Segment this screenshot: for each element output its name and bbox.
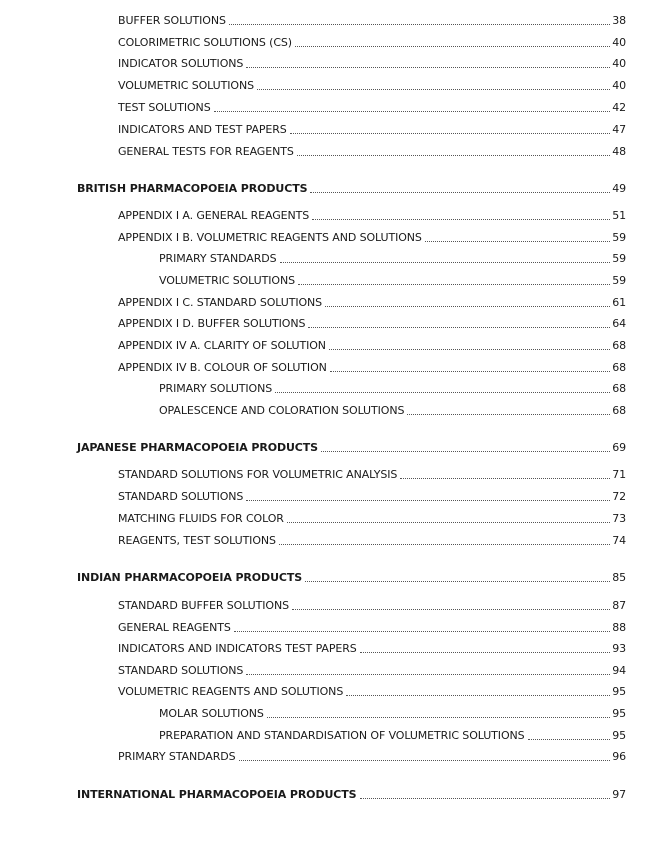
toc-page-number: 96 bbox=[612, 750, 626, 763]
toc-entry bbox=[159, 727, 626, 743]
toc-entry bbox=[118, 12, 626, 28]
dot-leader bbox=[287, 522, 610, 523]
dot-leader bbox=[229, 24, 610, 25]
toc-page-number: 59 bbox=[612, 231, 626, 244]
dot-leader bbox=[407, 414, 610, 415]
toc-entry-title: APPENDIX I C. STANDARD SOLUTIONS bbox=[118, 296, 323, 309]
toc-entry bbox=[118, 337, 626, 353]
toc-entry bbox=[118, 294, 626, 310]
dot-leader bbox=[246, 500, 610, 501]
toc-entry-title: PRIMARY STANDARDS bbox=[118, 750, 236, 763]
toc-page-number: 71 bbox=[612, 468, 626, 481]
dot-leader bbox=[246, 67, 610, 68]
toc-entry bbox=[118, 683, 626, 699]
toc-entry bbox=[118, 229, 626, 245]
dot-leader bbox=[528, 739, 611, 740]
dot-leader bbox=[267, 717, 610, 718]
toc-entry-title: GENERAL REAGENTS bbox=[118, 621, 231, 634]
toc-entry bbox=[118, 662, 626, 678]
toc-entry-title: PREPARATION AND STANDARDISATION OF VOLUMETRIC SOLUTIONS bbox=[159, 729, 525, 742]
toc-entry-title: COLORIMETRIC SOLUTIONS (CS) bbox=[118, 36, 292, 49]
toc-entry bbox=[118, 640, 626, 656]
toc-page-number: 88 bbox=[612, 621, 626, 634]
toc-entry-title: BRITISH PHARMACOPOEIA PRODUCTS bbox=[77, 182, 308, 195]
toc-entry bbox=[159, 272, 626, 288]
toc-page-number: 61 bbox=[612, 296, 626, 309]
toc-page-number: 68 bbox=[612, 361, 626, 374]
toc-entry bbox=[118, 55, 626, 71]
dot-leader bbox=[246, 674, 610, 675]
toc-entry bbox=[118, 466, 626, 482]
toc-entry bbox=[118, 619, 626, 635]
toc-entry bbox=[118, 77, 626, 93]
toc-entry-title: PRIMARY STANDARDS bbox=[159, 252, 277, 265]
toc-page-number: 49 bbox=[612, 182, 626, 195]
toc-page-number: 73 bbox=[612, 512, 626, 525]
toc-entry-title: APPENDIX I A. GENERAL REAGENTS bbox=[118, 209, 310, 222]
toc-entry-title: STANDARD SOLUTIONS FOR VOLUMETRIC ANALYSIS bbox=[118, 468, 398, 481]
dot-leader bbox=[330, 371, 610, 372]
dot-leader bbox=[308, 327, 610, 328]
toc-entry-title: INDIAN PHARMACOPOEIA PRODUCTS bbox=[77, 571, 303, 584]
toc-section-heading bbox=[77, 569, 626, 585]
toc-page-number: 47 bbox=[612, 123, 626, 136]
dot-leader bbox=[325, 306, 610, 307]
toc-page-number: 48 bbox=[612, 145, 626, 158]
toc-page-number: 40 bbox=[612, 79, 626, 92]
toc-page-number: 40 bbox=[612, 57, 626, 70]
toc-entry-title: STANDARD BUFFER SOLUTIONS bbox=[118, 599, 289, 612]
dot-leader bbox=[298, 284, 610, 285]
toc-entry-title: APPENDIX I B. VOLUMETRIC REAGENTS AND SOLUTIONS bbox=[118, 231, 422, 244]
toc-page-number: 74 bbox=[612, 534, 626, 547]
toc-entry bbox=[118, 359, 626, 375]
toc-entry bbox=[118, 143, 626, 159]
dot-leader bbox=[310, 192, 610, 193]
toc-section-heading bbox=[77, 786, 626, 802]
toc-entry-title: OPALESCENCE AND COLORATION SOLUTIONS bbox=[159, 404, 405, 417]
toc-page-number: 95 bbox=[612, 685, 626, 698]
toc-page-number: 72 bbox=[612, 490, 626, 503]
dot-leader bbox=[297, 155, 610, 156]
toc-entry-title: VOLUMETRIC SOLUTIONS bbox=[118, 79, 254, 92]
toc-page-number: 94 bbox=[612, 664, 626, 677]
toc-entry-title: STANDARD SOLUTIONS bbox=[118, 490, 244, 503]
toc-page-number: 95 bbox=[612, 729, 626, 742]
dot-leader bbox=[321, 451, 610, 452]
toc-entry-title: INTERNATIONAL PHARMACOPOEIA PRODUCTS bbox=[77, 788, 357, 801]
toc-entry-title: PRIMARY SOLUTIONS bbox=[159, 382, 273, 395]
toc-section-heading bbox=[77, 439, 626, 455]
toc-entry bbox=[118, 99, 626, 115]
toc-entry-title: REAGENTS, TEST SOLUTIONS bbox=[118, 534, 276, 547]
dot-leader bbox=[292, 609, 610, 610]
toc-entry bbox=[159, 380, 626, 396]
toc-page-number: 51 bbox=[612, 209, 626, 222]
toc-entry-title: INDICATORS AND TEST PAPERS bbox=[118, 123, 287, 136]
dot-leader bbox=[214, 111, 611, 112]
dot-leader bbox=[425, 241, 610, 242]
toc-entry bbox=[118, 488, 626, 504]
toc-page-number: 42 bbox=[612, 101, 626, 114]
dot-leader bbox=[290, 133, 610, 134]
toc-page-number: 87 bbox=[612, 599, 626, 612]
toc-entry-title: APPENDIX I D. BUFFER SOLUTIONS bbox=[118, 317, 306, 330]
toc-entry bbox=[118, 597, 626, 613]
toc-entry bbox=[159, 250, 626, 266]
dot-leader bbox=[312, 219, 610, 220]
toc-entry bbox=[118, 532, 626, 548]
toc-page-number: 97 bbox=[612, 788, 626, 801]
toc-entry-title: INDICATORS AND INDICATORS TEST PAPERS bbox=[118, 642, 357, 655]
toc-page-number: 38 bbox=[612, 14, 626, 27]
toc-page-number: 68 bbox=[612, 339, 626, 352]
toc-entry-title: VOLUMETRIC SOLUTIONS bbox=[159, 274, 295, 287]
dot-leader bbox=[279, 544, 610, 545]
toc-entry-title: INDICATOR SOLUTIONS bbox=[118, 57, 244, 70]
toc-page-number: 59 bbox=[612, 252, 626, 265]
toc-entry bbox=[118, 34, 626, 50]
dot-leader bbox=[280, 262, 611, 263]
toc-page-number: 95 bbox=[612, 707, 626, 720]
toc-page-number: 64 bbox=[612, 317, 626, 330]
dot-leader bbox=[234, 631, 610, 632]
toc-entry-title: MATCHING FLUIDS FOR COLOR bbox=[118, 512, 284, 525]
toc-page-number: 69 bbox=[612, 441, 626, 454]
toc-page-number: 68 bbox=[612, 404, 626, 417]
toc-entry-title: GENERAL TESTS FOR REAGENTS bbox=[118, 145, 294, 158]
dot-leader bbox=[329, 349, 610, 350]
toc-page-number: 93 bbox=[612, 642, 626, 655]
dot-leader bbox=[295, 46, 610, 47]
toc-entry-title: TEST SOLUTIONS bbox=[118, 101, 211, 114]
dot-leader bbox=[239, 760, 611, 761]
toc-section-heading bbox=[77, 180, 626, 196]
toc-entry-title: MOLAR SOLUTIONS bbox=[159, 707, 264, 720]
toc-entry bbox=[159, 402, 626, 418]
toc-entry bbox=[159, 705, 626, 721]
toc-entry-title: STANDARD SOLUTIONS bbox=[118, 664, 244, 677]
toc-entry-title: JAPANESE PHARMACOPOEIA PRODUCTS bbox=[77, 441, 319, 454]
toc-entry bbox=[118, 510, 626, 526]
toc-entry-title: VOLUMETRIC REAGENTS AND SOLUTIONS bbox=[118, 685, 344, 698]
toc-entry-title: APPENDIX IV B. COLOUR OF SOLUTION bbox=[118, 361, 327, 374]
toc-page-number: 68 bbox=[612, 382, 626, 395]
toc-entry bbox=[118, 121, 626, 137]
dot-leader bbox=[257, 89, 610, 90]
dot-leader bbox=[360, 798, 611, 799]
dot-leader bbox=[360, 652, 611, 653]
toc-entry-title: APPENDIX IV A. CLARITY OF SOLUTION bbox=[118, 339, 326, 352]
dot-leader bbox=[275, 392, 610, 393]
toc-entry bbox=[118, 207, 626, 223]
toc-page-number: 85 bbox=[612, 571, 626, 584]
dot-leader bbox=[346, 695, 610, 696]
toc-page-number: 40 bbox=[612, 36, 626, 49]
toc-entry-title: BUFFER SOLUTIONS bbox=[118, 14, 226, 27]
dot-leader bbox=[400, 478, 610, 479]
toc-entry bbox=[118, 748, 626, 764]
dot-leader bbox=[305, 581, 610, 582]
toc-page-number: 59 bbox=[612, 274, 626, 287]
toc-entry bbox=[118, 315, 626, 331]
